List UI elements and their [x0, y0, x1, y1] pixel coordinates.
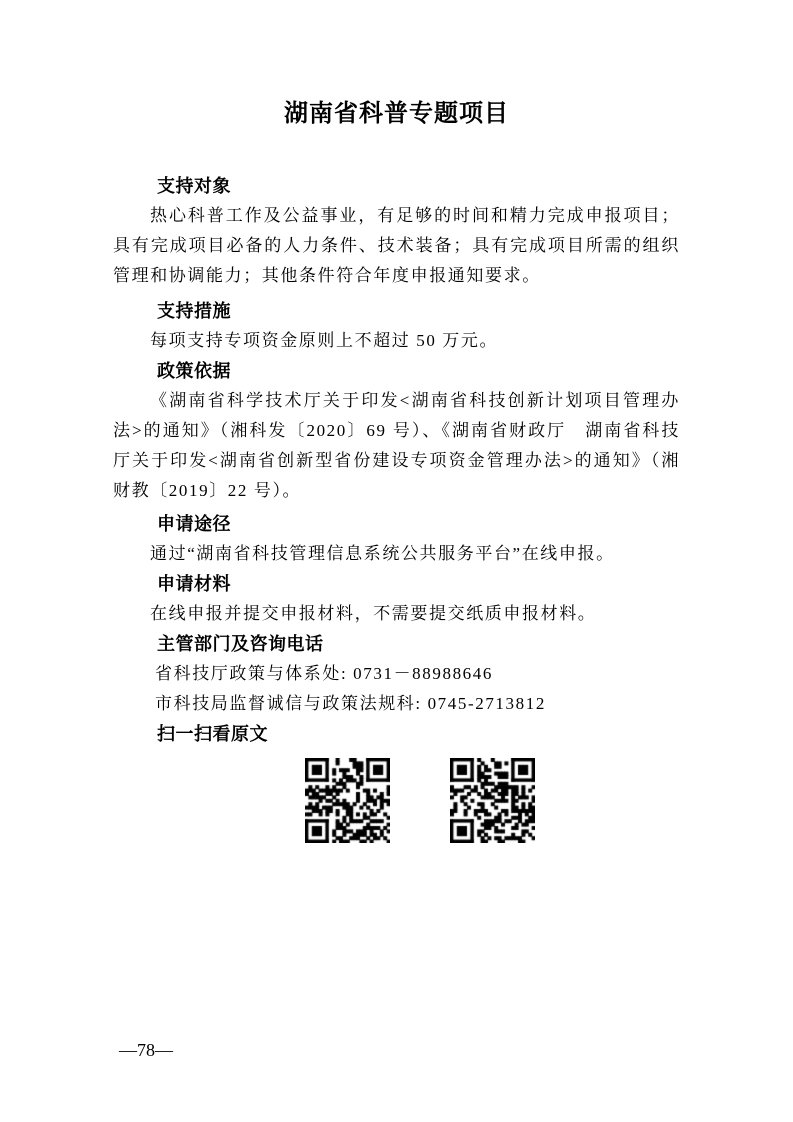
section-heading: 支持对象 — [157, 176, 231, 196]
section-body: 在线申报并提交申报材料，不需要提交纸质申报材料。 — [150, 604, 597, 623]
section-heading: 申请材料 — [157, 574, 231, 594]
page-title: 湖南省科普专题项目 — [284, 101, 509, 127]
section-heading: 主管部门及咨询电话 — [157, 634, 324, 654]
section-heading: 支持措施 — [157, 301, 231, 321]
section-heading: 申请途径 — [157, 514, 231, 534]
section-body: 《湖南省科学技术厅关于印发<湖南省科技创新计划项目管理办法>的通知》（湘科发〔2020〕69 号）、《湖南省财政厅 湖南省科技厅关于印发<湖南省创新型省份建设专项资金管理办法>的通知》（湘财教〔2019〕22 号）。 — [113, 391, 680, 500]
section-application-materials — [113, 569, 680, 629]
section-heading: 扫一扫看原文 — [157, 724, 268, 744]
contact-phone-province: 省科技厅政策与体系处: 0731－88988646 — [155, 664, 493, 683]
document-content — [113, 0, 680, 843]
contact-phone-city: 市科技局监督诚信与政策法规科: 0745-2713812 — [155, 694, 546, 713]
section-body: 热心科普工作及公益事业，有足够的时间和精力完成申报项目；具有完成项目必备的人力条件、技术装备；具有完成项目所需的组织管理和协调能力；其他条件符合年度申报通知要求。 — [113, 206, 680, 285]
section-policy-basis — [113, 356, 680, 506]
qr-code-left — [305, 758, 390, 843]
section-body: 通过“湖南省科技管理信息系统公共服务平台”在线申报。 — [150, 544, 615, 563]
qr-code-right — [450, 758, 535, 843]
section-contact — [113, 629, 680, 719]
section-heading: 政策依据 — [157, 361, 231, 381]
section-scan-qr — [113, 719, 680, 843]
section-application-channel — [113, 509, 680, 569]
qr-code-row — [113, 758, 680, 843]
section-body: 每项支持专项资金原则上不超过 50 万元。 — [150, 331, 499, 350]
section-support-target — [113, 171, 680, 291]
page-number: —78— — [119, 1040, 173, 1060]
section-support-measures — [113, 296, 680, 356]
